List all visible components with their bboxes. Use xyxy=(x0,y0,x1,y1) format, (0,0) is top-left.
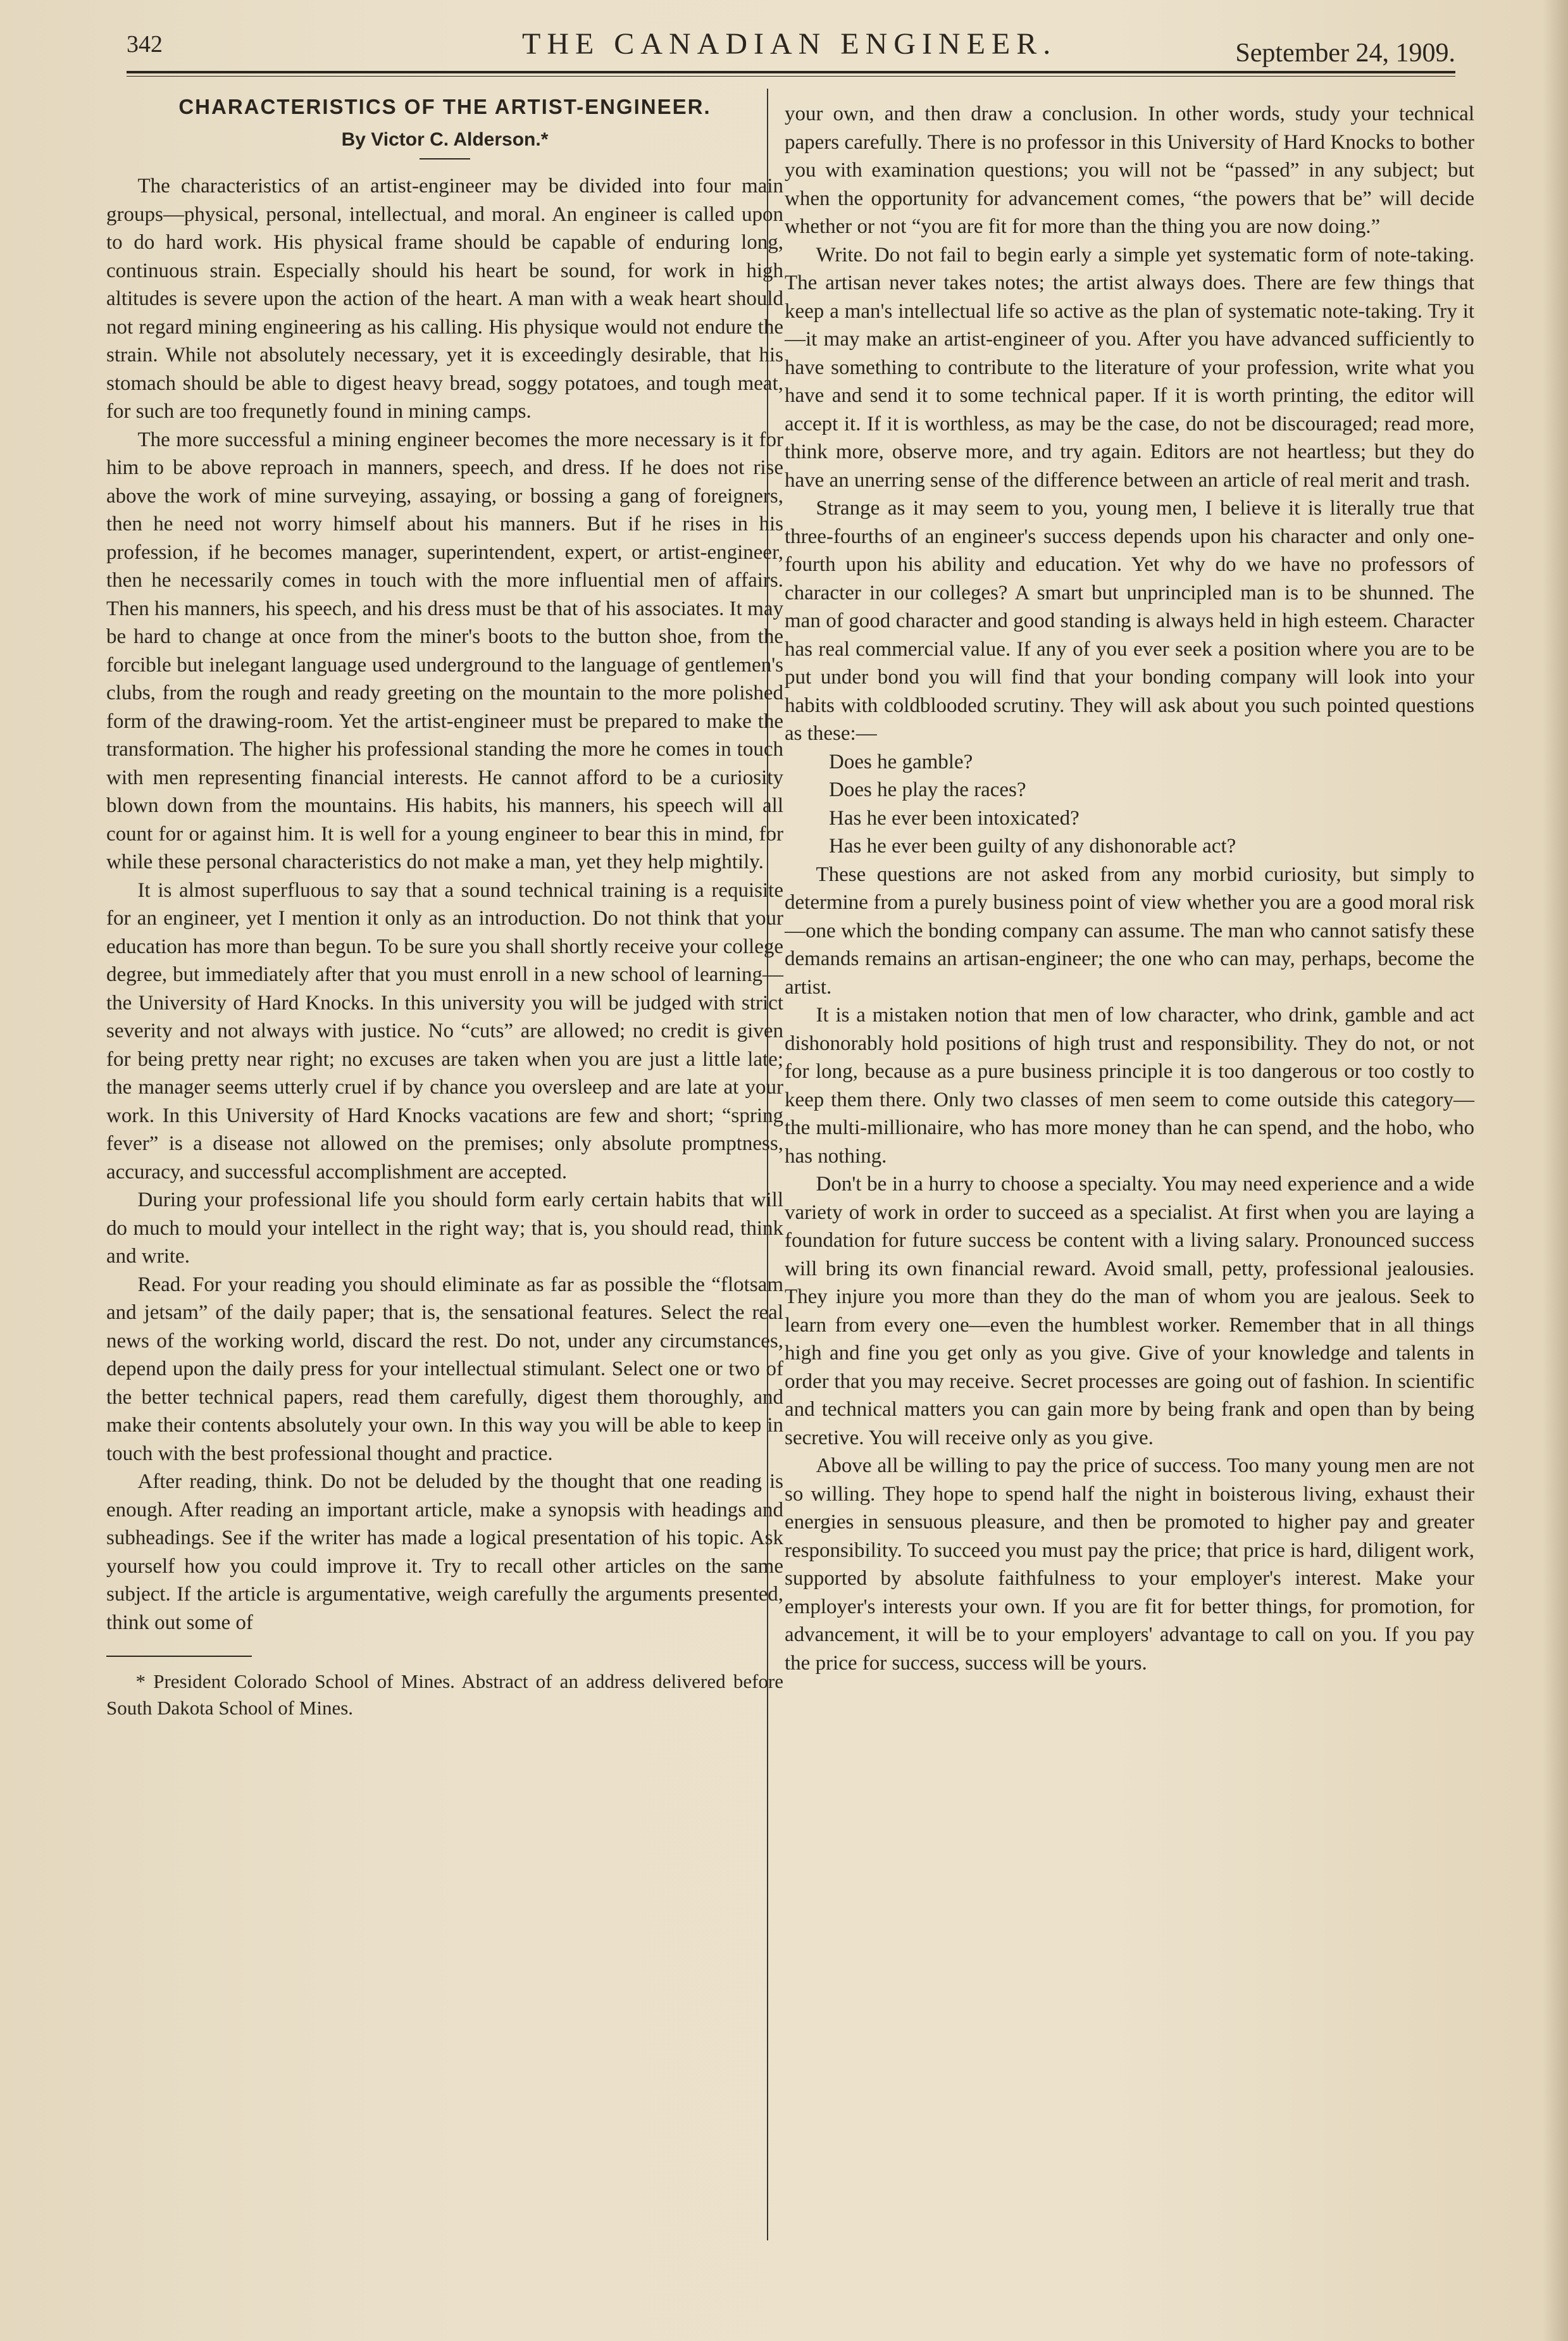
page-header xyxy=(127,25,1455,76)
left-column xyxy=(106,95,783,1721)
paragraph-personal: The more successful a mining engineer becomes the more necessary is it for him to be above reproach in manners, speech, and dress. If he does not rise above the work of mine surveying, assaying, or bossing a gang of foreigners, then he need not worry himself about his manners. But if he rises in his profession, if he becomes manager, superintendent, expert, or artist-engineer, then he necessarily comes in touch with the more influential men of affairs. Then his manners, his speech, and his dress must be that of his associates. It may be hard to change at once from the miner's boots to the button shoe, from the forcible but inelegant language used underground to the language of gentlemen's clubs, from the rough and ready greeting on the mountain to the more polished form of the drawing-room. Yet the artist-engineer must be prepared to make the transformation. The higher his professional standing the more he comes in touch with men representing financial interests. He cannot afford to be a curiosity blown down from the mountains. His habits, his manners, his speech will all count for or against him. It is well for a young engineer to bear this in mind, for while these personal characteristics do not make a man, yet they help mightily. xyxy=(106,428,783,873)
paragraph-habits: During your professional life you should form early certain habits that will do much to mould your intellect in the right way; that is, you should read, think and write. xyxy=(106,1189,783,1268)
list-item: Does he play the races? xyxy=(829,778,1026,801)
paragraph-price-of-success: Above all be willing to pay the price of success. Too many young men are not so willing. They hope to spend half the night in boisterous living, exhaust their energies in sensuous pleasure, and then be promoted to higher pay and greater responsibility. To succeed you must pay the price; that price is hard, diligent work, supported by absolute faithfulness to your employer's interest. Make your employer's interests your own. If you are fit for better things, for promotion, for advancement, it will be to your employers' advantage to call on you. If you pay the price for success, success will be yours. xyxy=(785,1454,1474,1675)
paragraph-physical: The characteristics of an artist-engineer may be divided into four main groups—physical, personal, intellectual, and moral. An engineer is called upon to do hard work. His physical frame should be capable of enduring long, continuous strain. Especially should his heart be sound, for work in high altitudes is severe upon the action of the heart. A man with a weak heart should not regard mining engineering as his calling. His physique would not endure the strain. While not absolutely necessary, yet it is exceedingly desirable, that his stomach should be able to digest heavy bread, soggy potatoes, and tough meat, for such are too frequnetly found in mining camps. xyxy=(106,175,783,423)
paragraph-think: After reading, think. Do not be deluded by the thought that one reading is enough. After reading an important article, make a synopsis with headings and subheadings. See if the writer has made a logical presentation of his topic. Ask yourself how you could improve it. Try to recall other articles on the same subject. If the article is argumentative, weigh carefully the arguments presented, think out some of xyxy=(106,1470,783,1634)
paragraph-mistaken-notion: It is a mistaken notion that men of low character, who drink, gamble and act dishonorably hold positions of high trust and responsibility. They do not, or not for long, because as a pure business principle it is too dangerous or too costly to keep them there. Only two classes of men seem to come outside this category—the multi-millionaire, who has more money than he can spend, and the hobo, who has nothing. xyxy=(785,1004,1474,1168)
masthead: THE CANADIAN ENGINEER. xyxy=(522,27,1057,61)
byline-rule xyxy=(420,158,470,159)
footnote-rule xyxy=(106,1656,252,1657)
paragraph-continuation: your own, and then draw a conclusion. In other words, study your technical papers carefully. There is no professor in this University of Hard Knocks to bother you with examination questions; you will not be “passed” in any subject; but when the opportunity for advancement comes, “the powers that be” will decide whether or not “you are fit for more than the thing you are now doing.” xyxy=(785,103,1474,238)
bonding-questions xyxy=(785,748,1474,861)
list-item: Has he ever been guilty of any dishonorable act? xyxy=(829,835,1236,858)
paragraph-training: It is almost superfluous to say that a sound technical training is a requisite for an engineer, yet I mention it only as an introduction. Do not think that your education has more than begun. To be sure you shall shortly receive your college degree, but immediately after that you must enroll in a new school of learning—the University of Hard Knocks. In this university you will be judged with strict severity and not always with justice. No “cuts” are allowed; no credit is given for being pretty near right; no excuses are taken when you are just a little late; the manager seems utterly cruel if by chance you oversleep and are late at your work. In this University of Hard Knocks vacations are few and short; “spring fever” is a disease not allowed on the premises; only absolute promptness, accuracy, and successful accomplishment are accepted. xyxy=(106,878,783,1183)
list-item: Has he ever been intoxicated? xyxy=(829,806,1080,830)
article-title: CHARACTERISTICS OF THE ARTIST-ENGINEER. xyxy=(178,95,711,118)
byline: By Victor C. Alderson.* xyxy=(341,129,549,150)
paragraph-character: Strange as it may seem to you, young men, I believe it is literally true that three-fourths of an engineer's success depends upon his character and only one-fourth upon his ability and education. Yet why do we have no professors of character in our colleges? A smart but unprincipled man is to be shunned. The man of good character and good standing is always held in high esteem. Character has real commercial value. If any of you ever seek a position where you are to be put under bond you will find that your bonding company will look into your habits with coldblooded scrutiny. They will ask about you such pointed questions as these:— xyxy=(785,497,1474,745)
paragraph-write: Write. Do not fail to begin early a simple yet systematic form of note-taking. The artisan never takes notes; the artist always does. There are few things that keep a man's intellectual life so active as the plan of systematic note-taking. Try it—it may make an artist-engineer of you. After you have advanced sufficiently to have something to contribute to the literature of your profession, write what you have and send it to some technical paper. If it is worth printing, the editor will accept it. If it is worthless, as may be the case, do not be discouraged; read more, think more, observe more, and try again. Editors are not heartless; but they do have an unerring sense of the difference between an article of real merit and trash. xyxy=(785,243,1474,492)
footnote: * President Colorado School of Mines. Abstract of an address delivered before South Dakota School of Mines. xyxy=(106,1670,783,1719)
page-number: 342 xyxy=(127,31,163,58)
paragraph-specialty: Don't be in a hurry to choose a specialty. You may need experience and a wide variety of work in order to succeed as a specialist. At first when you are laying a foundation for future success be content with a living salary. Pronounced success will bring its own financial reward. Avoid small, petty, professional jealousies. They injure you more than they do the man of whom you are jealous. Seek to learn from every one—even the humblest worker. Remember that in all things high and fine you get only as you give. Give of your knowledge and talents in order that you may receive. Secret processes are going out of fashion. In scientific and technical matters you can gain more by being frank and open than by being secretive. You will receive only as you give. xyxy=(785,1173,1474,1449)
issue-date: September 24, 1909. xyxy=(1235,39,1455,68)
paragraph-moral-risk: These questions are not asked from any morbid curiosity, but simply to determine from a purely business point of view whether you are a good moral risk—one which the bonding company can assume. The man who cannot satisfy these demands remains an artisan-engineer; the one who can may, perhaps, become the artist. xyxy=(785,863,1474,999)
right-column xyxy=(785,100,1474,1677)
header-rule-thin xyxy=(127,76,1455,77)
list-item: Does he gamble? xyxy=(829,750,973,773)
paragraph-read: Read. For your reading you should eliminate as far as possible the “flotsam and jetsam” of the daily paper; that is, the sensational features. Select the real news of the working world, discard the rest. Do not, under any circumstances, depend upon the daily press for your intellectual stimulant. Select one or two of the better technical papers, read them carefully, digest them thoroughly, and make their contents absolutely your own. In this way you will be able to keep in touch with the best professional thought and practice. xyxy=(106,1273,783,1465)
header-rule xyxy=(127,71,1455,73)
page-edge-shadow xyxy=(1543,0,1568,2341)
